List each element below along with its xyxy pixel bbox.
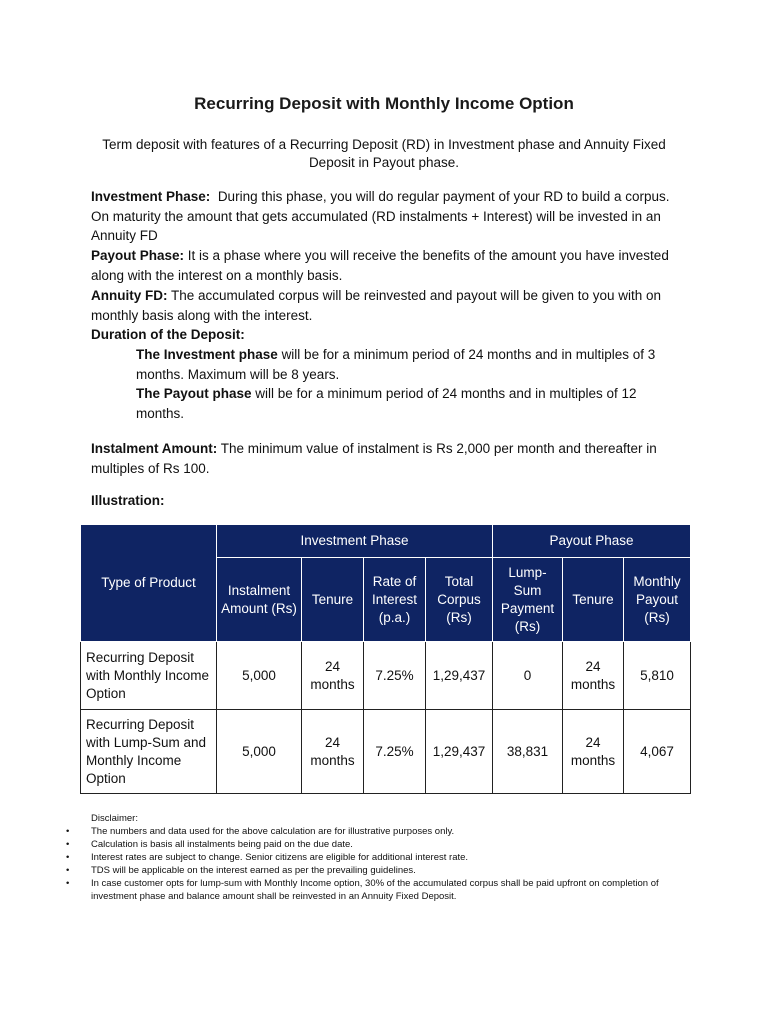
investment-phase-paragraph <box>91 187 691 246</box>
header-total-corpus: Total Corpus (Rs) <box>426 558 493 642</box>
table-cell: 0 <box>493 642 563 710</box>
illustration-table <box>80 524 691 794</box>
table-cell: 24 months <box>563 710 624 794</box>
duration-payout-text: will be for a minimum period of 24 months and in multiples of 12 months. <box>136 386 637 421</box>
annuity-fd-paragraph <box>91 286 691 325</box>
duration-payout-label: The Payout phase <box>136 386 252 401</box>
header-payout-phase: Payout Phase <box>493 525 691 558</box>
table-cell: 1,29,437 <box>426 710 493 794</box>
annuity-fd-label: Annuity FD: <box>91 288 168 303</box>
annuity-fd-text: The accumulated corpus will be reinvested and payout will be given to you with on monthly basis along with the interest. <box>91 288 662 323</box>
illustration-label: Illustration: <box>91 493 165 508</box>
disclaimer-list <box>66 825 706 903</box>
payout-phase-paragraph <box>91 246 691 285</box>
table-cell: 5,000 <box>217 710 302 794</box>
duration-investment-label: The Investment phase <box>136 347 278 362</box>
list-item: • Interest rates are subject to change. Senior citizens are eligible for additional interest rate. <box>66 851 706 864</box>
duration-investment-text: will be for a minimum period of 24 months and in multiples of 3 months. Maximum will be 8 years. <box>136 347 656 382</box>
table-cell: 24 months <box>563 642 624 710</box>
investment-phase-text: During this phase, you will do regular payment of your RD to build a corpus. On maturity the amount that gets accumulated (RD instalments + Interest) will be invested in an Annuity FD <box>91 189 670 243</box>
table-row <box>81 710 691 794</box>
page-title: Recurring Deposit with Monthly Income Option <box>194 94 574 113</box>
payout-phase-label: Payout Phase: <box>91 248 185 263</box>
header-monthly-payout: Monthly Payout (Rs) <box>624 558 691 642</box>
duration-heading: Duration of the Deposit: <box>91 327 245 342</box>
header-type-of-product: Type of Product <box>81 525 217 642</box>
table-cell: 38,831 <box>493 710 563 794</box>
table-cell: 7.25% <box>364 710 426 794</box>
disclaimer-title: Disclaimer: <box>91 813 138 824</box>
list-item: • Calculation is basis all instalments being paid on the due date. <box>66 838 706 851</box>
list-item: • In case customer opts for lump-sum with Monthly Income option, 30% of the accumulated corpus shall be paid upfront on completion of investment phase and balance amount shall be reinvested in an Annuity Fixed Deposit. <box>66 877 706 903</box>
table-cell: 24 months <box>302 642 364 710</box>
instalment-label: Instalment Amount: <box>91 441 218 456</box>
intro-text: Term deposit with features of a Recurring Deposit (RD) in Investment phase and Annuity Fixed Deposit in Payout phase. <box>102 137 666 170</box>
table-cell: 24 months <box>302 710 364 794</box>
duration-investment-paragraph <box>136 345 686 384</box>
header-rate-of-interest: Rate of Interest (p.a.) <box>364 558 426 642</box>
table-cell: 5,810 <box>624 642 691 710</box>
header-lump-sum-payment: Lump-Sum Payment (Rs) <box>493 558 563 642</box>
product-cell: Recurring Deposit with Monthly Income Option <box>81 642 217 710</box>
header-tenure: Tenure <box>302 558 364 642</box>
payout-phase-text: It is a phase where you will receive the benefits of the amount you have invested along with the interest on a monthly basis. <box>91 248 669 283</box>
instalment-text: The minimum value of instalment is Rs 2,000 per month and thereafter in multiples of Rs 100. <box>91 441 657 476</box>
table-row <box>81 642 691 710</box>
instalment-paragraph <box>91 439 691 478</box>
header-investment-phase: Investment Phase <box>217 525 493 558</box>
investment-phase-label: Investment Phase: <box>91 189 211 204</box>
table-cell: 4,067 <box>624 710 691 794</box>
header-instalment-amount: Instalment Amount (Rs) <box>217 558 302 642</box>
list-item: • The numbers and data used for the above calculation are for illustrative purposes only. <box>66 825 706 838</box>
disclaimer <box>66 812 706 903</box>
header-payout-tenure: Tenure <box>563 558 624 642</box>
table-cell: 1,29,437 <box>426 642 493 710</box>
duration-payout-paragraph <box>136 384 686 423</box>
table-cell: 7.25% <box>364 642 426 710</box>
product-cell: Recurring Deposit with Lump-Sum and Monthly Income Option <box>81 710 217 794</box>
table-cell: 5,000 <box>217 642 302 710</box>
list-item: • TDS will be applicable on the interest earned as per the prevailing guidelines. <box>66 864 706 877</box>
